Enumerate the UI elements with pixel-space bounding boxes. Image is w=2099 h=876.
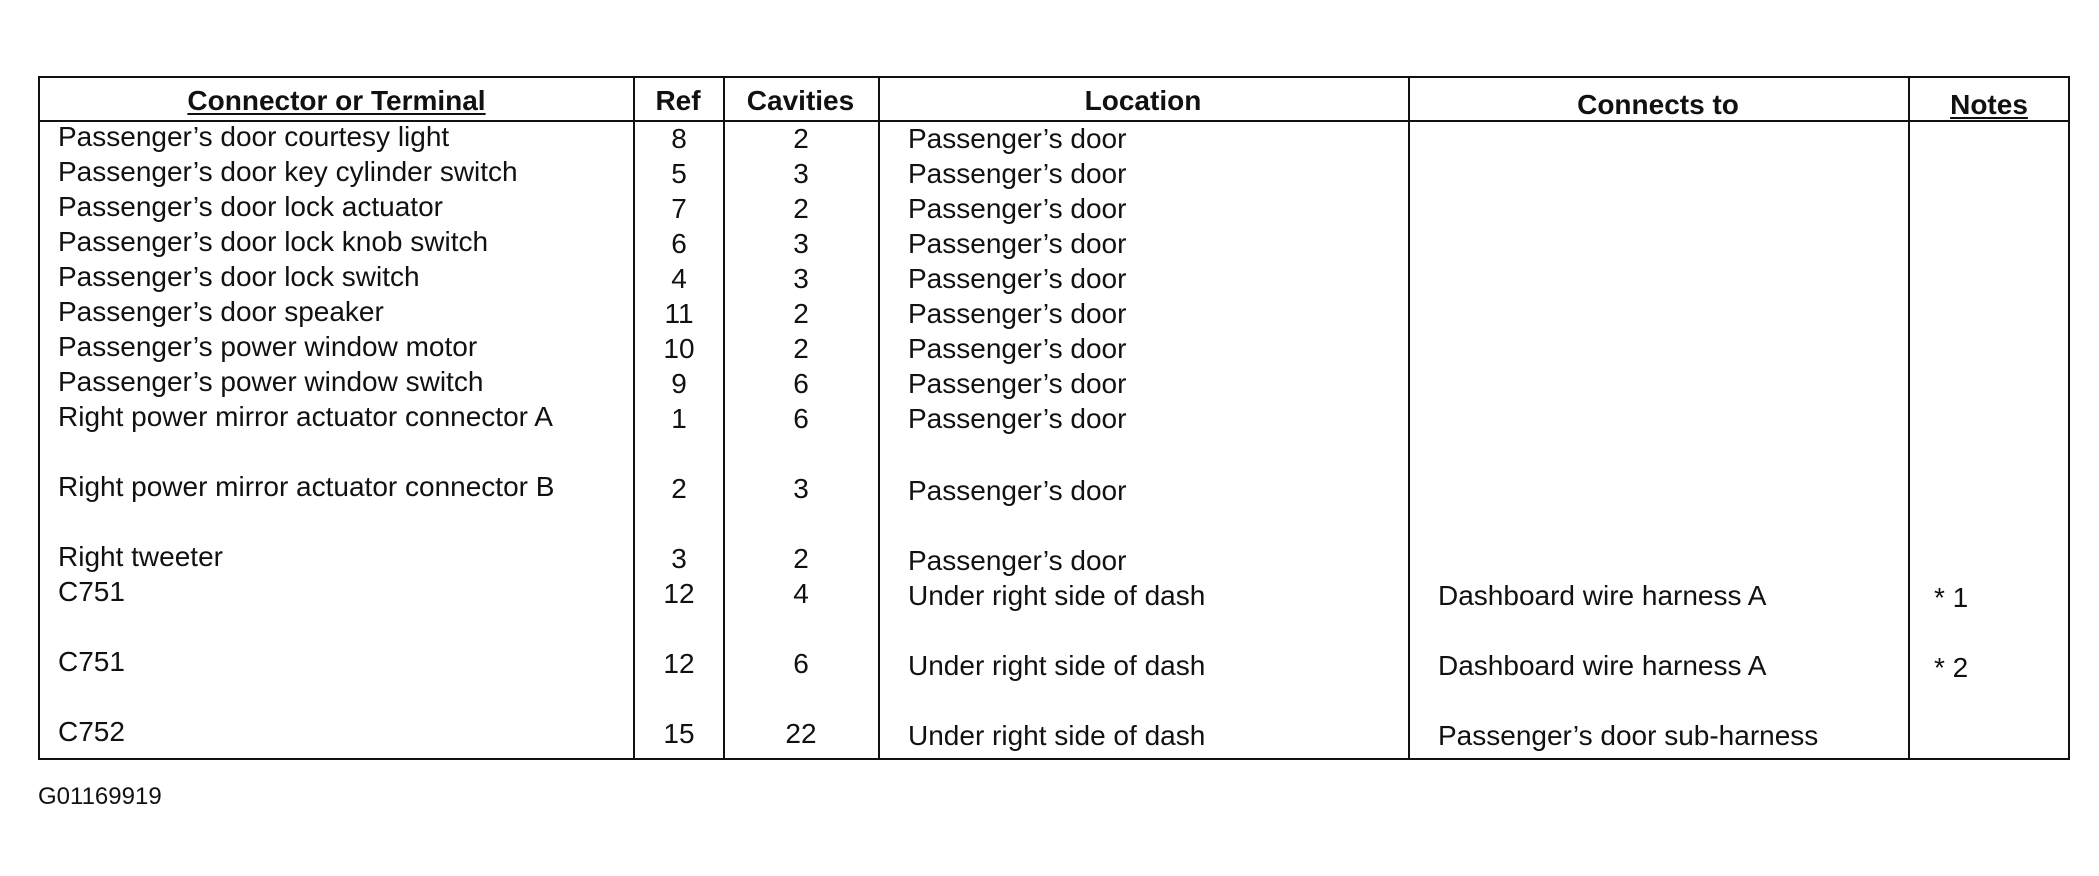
connector-name: Passenger’s door lock switch: [58, 261, 420, 292]
connector-name: Passenger’s door key cylinder switch: [58, 156, 518, 187]
location-text: Passenger’s door: [908, 545, 1127, 576]
cavities-count: 2: [793, 333, 809, 364]
ref-number: 9: [671, 368, 687, 399]
location-text: Passenger’s door: [908, 193, 1127, 224]
location-text: Passenger’s door: [908, 228, 1127, 259]
ref-number: 15: [663, 718, 695, 749]
connector-name: Right power mirror actuator connector B: [58, 471, 555, 502]
ref-number: 8: [671, 123, 687, 154]
ref-number: 3: [671, 543, 687, 574]
ref-number: 10: [663, 333, 695, 364]
header-ref: Ref: [655, 85, 701, 116]
location-text: Under right side of dash: [908, 720, 1206, 751]
location-text: Passenger’s door: [908, 263, 1127, 294]
ref-number: 5: [671, 158, 687, 189]
connector-name: Passenger’s door courtesy light: [58, 121, 450, 152]
cavities-count: 2: [793, 123, 809, 154]
connector-name: Passenger’s power window motor: [58, 331, 478, 362]
connector-name: Right tweeter: [58, 541, 223, 572]
connector-table: [38, 76, 2070, 760]
cavities-count: 6: [793, 368, 809, 399]
location-text: Under right side of dash: [908, 580, 1206, 611]
connector-name: C751: [58, 646, 125, 677]
ref-number: 12: [663, 648, 695, 679]
ref-number: 6: [671, 228, 687, 259]
location-text: Passenger’s door: [908, 333, 1127, 364]
ref-number: 11: [664, 298, 694, 329]
connector-name: C752: [58, 716, 125, 747]
ref-number: 2: [671, 473, 687, 504]
location-text: Passenger’s door: [908, 403, 1127, 434]
cavities-count: 2: [793, 543, 809, 574]
cavities-count: 4: [793, 578, 809, 609]
location-text: Passenger’s door: [908, 475, 1127, 506]
location-text: Passenger’s door: [908, 368, 1127, 399]
ref-number: 7: [671, 193, 687, 224]
note-marker: * 1: [1934, 582, 1969, 613]
cavities-count: 6: [793, 403, 809, 434]
cavities-count: 2: [793, 193, 809, 224]
cavities-count: 3: [793, 263, 809, 294]
connector-name: C751: [58, 576, 125, 607]
location-text: Under right side of dash: [908, 650, 1206, 681]
cavities-count: 3: [793, 228, 809, 259]
connector-name: Passenger’s door speaker: [58, 296, 384, 327]
location-text: Passenger’s door: [908, 298, 1127, 329]
connector-name: Right power mirror actuator connector A: [58, 401, 553, 432]
cavities-count: 3: [793, 473, 809, 504]
location-text: Passenger’s door: [908, 123, 1127, 154]
connector-name: Passenger’s power window switch: [58, 366, 484, 397]
ref-number: 12: [663, 578, 695, 609]
note-marker: * 2: [1934, 652, 1969, 683]
header-connector: Connector or Terminal: [187, 85, 486, 116]
connects-to-text: Passenger’s door sub-harness: [1438, 720, 1819, 751]
header-notes: Notes: [1950, 89, 2028, 120]
figure-id: G01169919: [38, 783, 162, 810]
header-location: Location: [1084, 85, 1202, 116]
location-text: Passenger’s door: [908, 158, 1127, 189]
header-cavities: Cavities: [746, 85, 855, 116]
connector-name: Passenger’s door lock knob switch: [58, 226, 489, 257]
ref-number: 1: [671, 403, 687, 434]
cavities-count: 2: [793, 298, 809, 329]
connects-to-text: Dashboard wire harness A: [1438, 650, 1767, 681]
connector-name: Passenger’s door lock actuator: [58, 191, 443, 222]
cavities-count: 6: [793, 648, 809, 679]
cavities-count: 3: [793, 158, 809, 189]
header-connects-to: Connects to: [1577, 89, 1739, 120]
connects-to-text: Dashboard wire harness A: [1438, 580, 1767, 611]
ref-number: 4: [671, 263, 687, 294]
cavities-count: 22: [785, 718, 817, 749]
